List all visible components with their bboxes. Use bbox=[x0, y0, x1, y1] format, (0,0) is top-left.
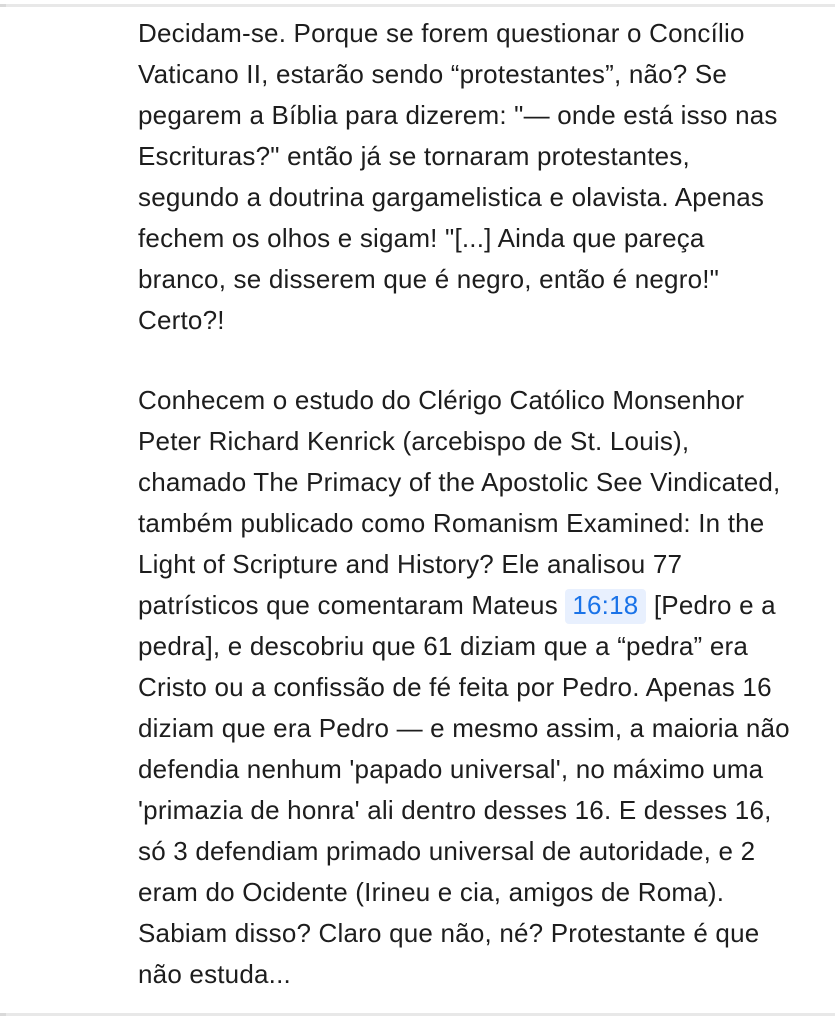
bottom-divider-left-cap bbox=[0, 1013, 6, 1016]
content-top-divider bbox=[0, 4, 835, 7]
paragraph-2-text-after-link: [Pedro e a pedra], e descobriu que 61 diziam que a “pedra” era Cristo ou a confissão de fé feita por Pedro. Apenas 16 diziam que era Pedro — e mesmo assim, a maioria não defendia nenhum 'papado universal', no máximo uma 'primazia de honra' ali dentro desses 16. E desses 16, só 3 defendiam primado universal de autoridade, e 2 eram do Ocidente (Irineu e cia, amigos de Roma). Sabiam disso? Claro que não, né? Protestante é que não estuda... bbox=[138, 590, 790, 989]
post-content bbox=[0, 7, 835, 1013]
bible-verse-reference-link[interactable]: 16:18 bbox=[565, 589, 646, 624]
content-bottom-divider bbox=[0, 1013, 835, 1016]
post-paragraph-1: Decidam-se. Porque se forem questionar o Concílio Vaticano II, estarão sendo “protestantes”, não? Se pegarem a Bíblia para dizerem: "— onde está isso nas Escrituras?" então já se tornaram protestantes, segundo a doutrina gargamelistica e olavista. Apenas fechem os olhos e sigam! "[...] Ainda que pareça branco, se disserem que é negro, então é negro!" Certo?! bbox=[138, 18, 778, 335]
top-divider-left-cap bbox=[0, 4, 6, 7]
paragraph-2-text-before-link: Conhecem o estudo do Clérigo Católico Monsenhor Peter Richard Kenrick (arcebispo de St. Louis), chamado The Primacy of the Apostolic See Vindicated, também publicado como Romanism Examined: In the Light of Scripture and History? Ele analisou 77 patrísticos que comentaram Mateus bbox=[138, 385, 781, 620]
post-paragraph-2 bbox=[138, 380, 791, 995]
